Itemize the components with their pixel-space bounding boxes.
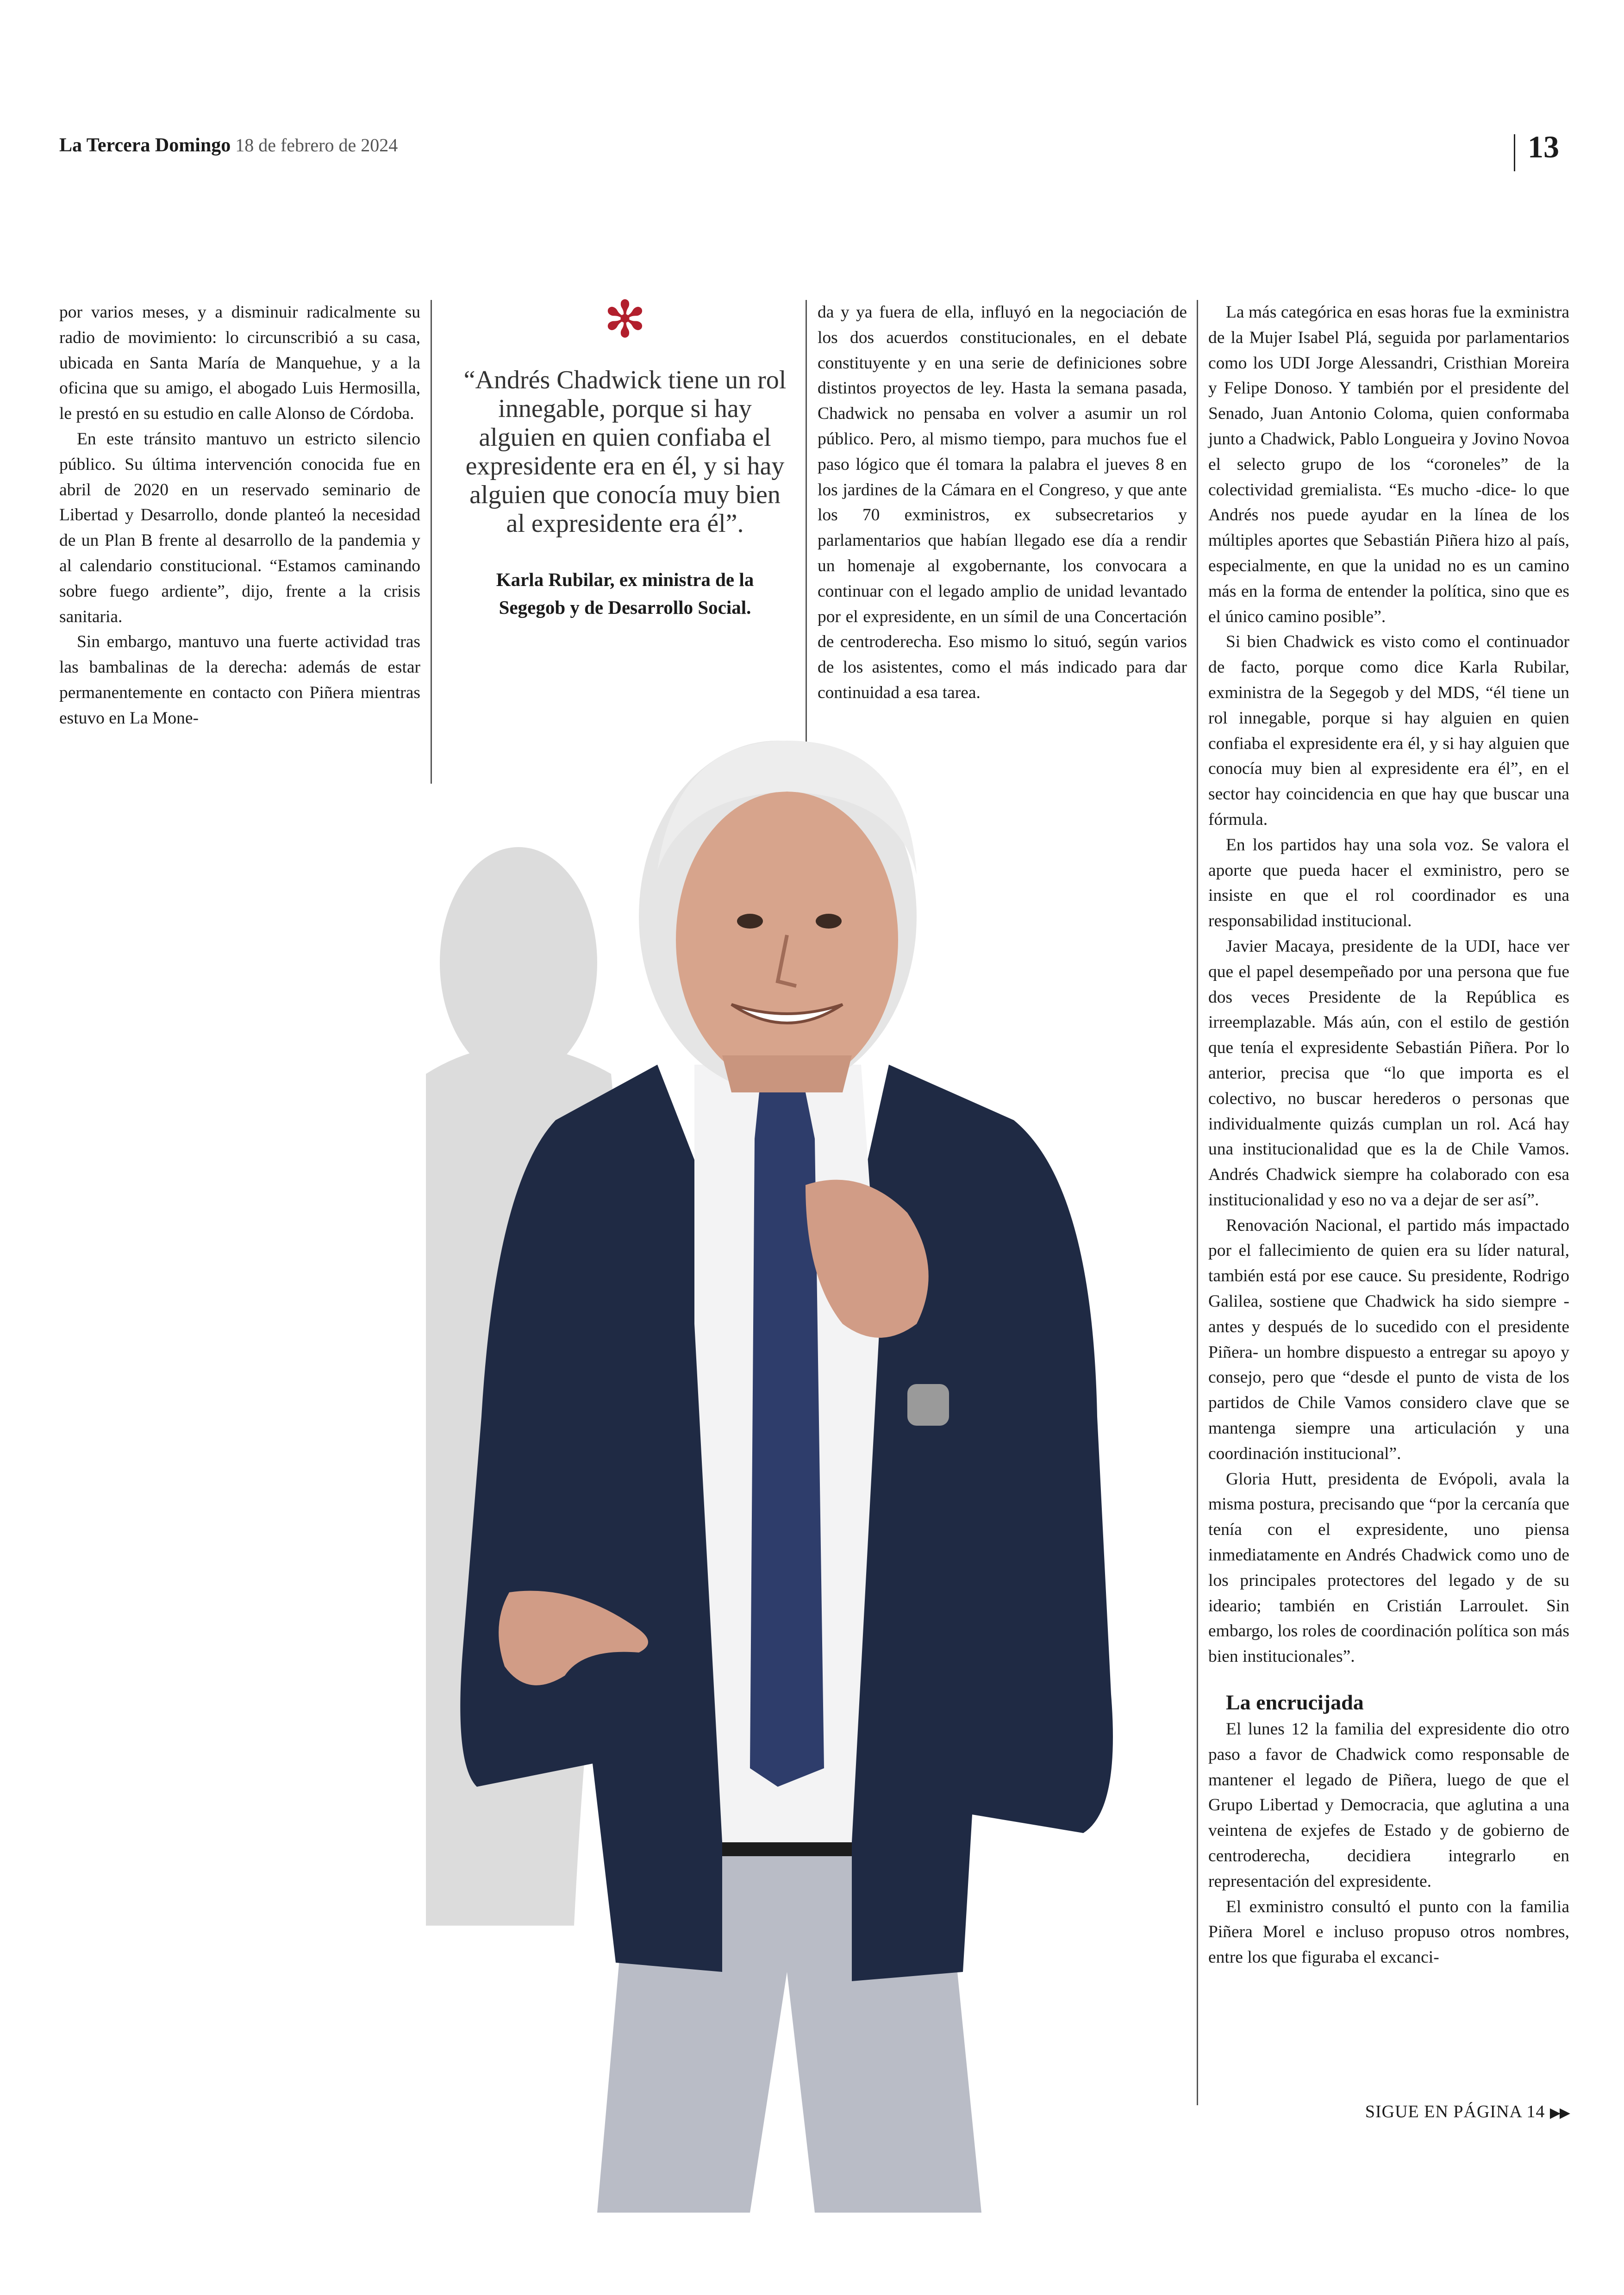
head (639, 741, 917, 1092)
paragraph: La más categórica en esas horas fue la exministra de la Mujer Isabel Plá, seguida por parlamentarios como los UDI Jorge Alessandri, Cristhian Moreira y Felipe Donoso. Y también por el presidente del Senado, Juan Antonio Coloma, quien conformaba junto a Chadwick, Pablo Longueira y Jovino Novoa el selecto grupo de los “coroneles” de la colectividad gremialista. “Es mucho -dice- lo que Andrés nos puede ayudar en la línea de los múltiples aportes que Sebastián Piñera hizo al país, especialmente, en que la unidad no es un camino más en la forma de entender la política, sino que es el único camino posible”. (1208, 303, 1569, 626)
paragraph: En los partidos hay una sola voz. Se valora el aporte que pueda hacer el exministro, pero se insiste en que el rol coordinador es una responsabilidad institucional. (1208, 835, 1569, 931)
paragraph: En este tránsito mantuvo un estricto silencio público. Su última intervención conocida fue en abril de 2020 en un reservado seminario de Libertad y Desarrollo, donde planteó la necesidad de un Plan B frente al desarrollo de la pandemia y al calendario constitucional. “Estamos caminando sobre fuego ardiente”, dijo, frente a la crisis sanitaria. (59, 429, 420, 626)
paragraph: Sin embargo, mantuvo una fuerte actividad tras las bambalinas de la derecha: además de estar permanentemente en contacto con Piñera mientras estuvo en La Mone- (59, 632, 420, 728)
section-subhead: La encrucijada (1226, 1690, 1364, 1715)
paragraph: Gloria Hutt, presidenta de Evópoli, avala la misma postura, precisando que “por la cercanía que tenía con el expresidente, uno piensa inmediatamente en Andrés Chadwick como uno de los principales protectores del legado y de su ideario; también en Cristián Larroulet. Sin embargo, los roles de coordinación política son más bien institucionales”. (1208, 1469, 1569, 1666)
page-number: 13 (1528, 129, 1559, 164)
neck (722, 1055, 852, 1092)
asterisk-icon: ✻ (603, 290, 647, 349)
paragraph: El lunes 12 la familia del expresidente dio otro paso a favor de Chadwick como responsable de mantener el legado de Piñera, luego de que el Grupo Libertad y Democracia, que aglutina a una veintena de exjefes de Estado y de gobierno de centroderecha, decidiera integrarlo en representación del expresidente. (1208, 1720, 1569, 1891)
header-divider (1514, 134, 1515, 171)
page-header (59, 129, 1568, 176)
column-rule (431, 300, 432, 784)
section (1208, 1688, 1569, 1971)
continued-on-page (1333, 2102, 1569, 2122)
portrait-photo (398, 722, 1231, 2213)
pull-quote-author: Karla Rubilar, ex ministra de la Segegob y de Desarrollo Social. (496, 569, 754, 618)
paragraph: por varios meses, y a disminuir radicalmente su radio de movimiento: lo circunscribió a su casa, ubicada en Santa María de Manquehue, y a la oficina que su amigo, el abogado Luis Hermosilla, le prestó en su estudio en calle Alonso de Córdoba. (59, 303, 420, 424)
paragraph: Si bien Chadwick es visto como el continuador de facto, porque como dice Karla Rubilar, exministra de la Segegob y del MDS, “él tiene un rol innegable, porque si hay alguien en quien confiaba el expresidente era él, y si hay alguien que conocía muy bien al expresidente era él”, en el sector hay coincidencia en que hay que buscar una fórmula. (1208, 632, 1569, 829)
pull-quote-text: “Andrés Chadwick tiene un rol innegable, porque si hay alguien en quien confiaba el expresidente era en él, y si hay alguien que conocía muy bien al expresidente era él”. (463, 366, 787, 538)
arrow-right-icon: ▶▶ (1549, 2105, 1569, 2121)
paragraph: El exministro consultó el punto con la familia Piñera Morel e incluso propuso otros nombres, entre los que figuraba el excanci- (1208, 1897, 1569, 1967)
continued-label: SIGUE EN PÁGINA 14 (1365, 2102, 1545, 2121)
article-column-1 (59, 300, 420, 731)
publication-date: 18 de febrero de 2024 (235, 135, 398, 156)
article-column-4 (1208, 300, 1569, 1971)
column-rule (806, 300, 807, 772)
publication-name: La Tercera Domingo (59, 135, 231, 156)
article-column-3 (818, 300, 1187, 706)
paragraph: Javier Macaya, presidente de la UDI, hace ver que el papel desempeñado por una persona que fue dos veces Presidente de la República es irreemplazable. Más aún, con el estilo de gestión que tenía el expresidente Sebastián Piñera. Por lo anterior, precisa que “lo que importa es el colectivo, no buscar herederos o personas que individualmente quizás cumplan un rol. Acá hay una institucionalidad que es la de Chile Vamos. Andrés Chadwick siempre ha colaborado con esa institucionalidad y eso no va a dejar de ser así”. (1208, 936, 1569, 1210)
paragraph: Renovación Nacional, el partido más impactado por el fallecimiento de quien era su líder natural, también está por ese cauce. Su presidente, Rodrigo Galilea, sostiene que Chadwick ha sido siempre -antes y después de lo sucedido con el presidente Piñera- un hombre dispuesto a entregar su apoyo y consejo, pero que “desde el punto de vista de los partidos de Chile Vamos considero clave que se mantenga siempre una articulación y una coordinación institucional”. (1208, 1216, 1569, 1463)
paragraph: da y ya fuera de ella, influyó en la negociación de los dos acuerdos constitucionales, en el debate constituyente y en una serie de definiciones sobre distintos proyectos de ley. Hasta la semana pasada, Chadwick no pensaba en volver a asumir un rol público. Pero, al mismo tiempo, para muchos fue el paso lógico que él tomara la palabra el jueves 8 en los jardines de la Cámara en el Congreso, y que ante los 70 exministros, ex subsecretarios y parlamentarios que habían llegado ese día a rendir un homenaje al exgobernante, los convocara a continuar con el legado amplio de unidad levantado por el expresidente, en un símil de una Concertación de centroderecha. Eso mismo lo situó, según varios de los asistentes, como el más indicado para dar continuidad a esa tarea. (818, 303, 1187, 702)
pull-quote (463, 290, 787, 621)
